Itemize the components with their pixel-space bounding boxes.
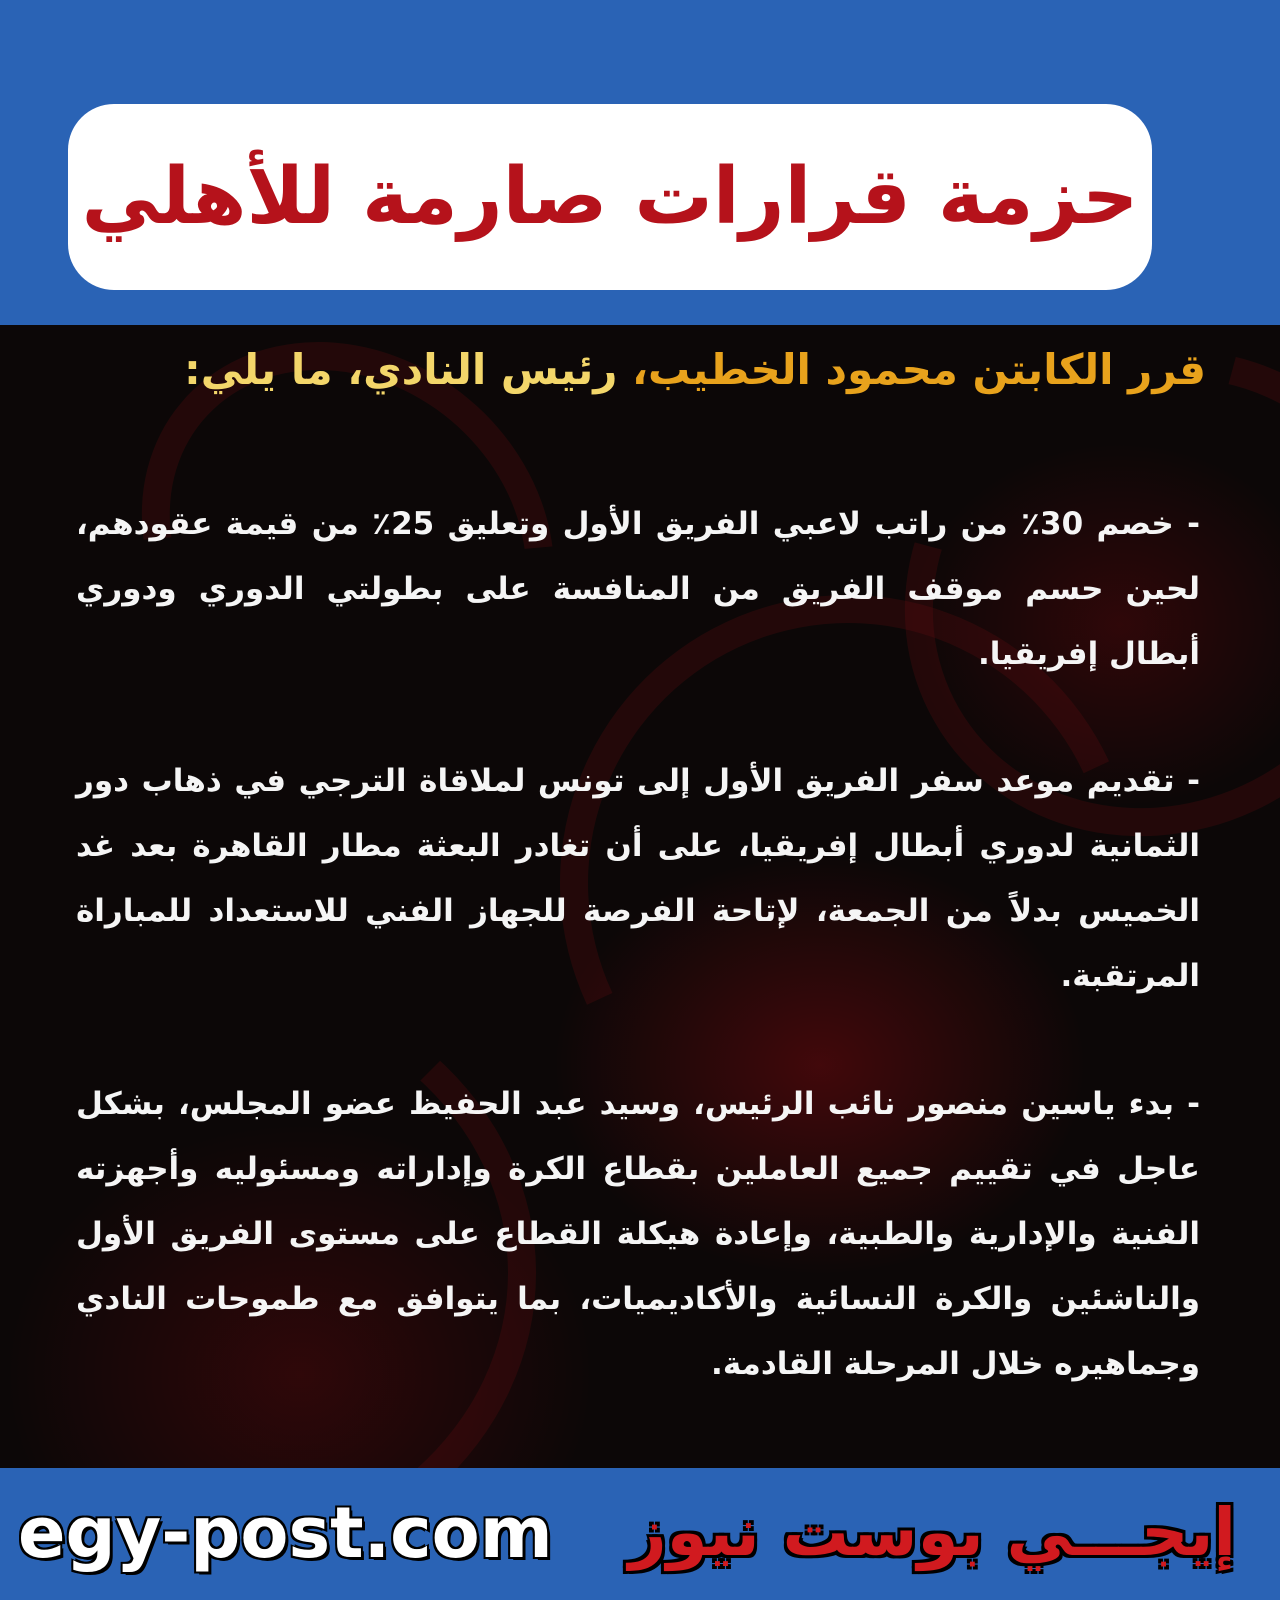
content-panel — [0, 325, 1280, 1468]
intro-rest: رئيس النادي، ما يلي: — [184, 345, 633, 394]
site-url: egy-post.com — [18, 1492, 553, 1574]
decision-paragraph-2: - تقديم موعد سفر الفريق الأول إلى تونس لملاقاة الترجي في ذهاب دور الثمانية لدوري أبطال إفريقيا، على أن تغادر البعثة مطار القاهرة بعد غد الخميس بدلاً من الجمعة، لإتاحة الفرصة للجهاز الفني للاستعداد للمباراة المرتقبة. — [76, 763, 1200, 994]
headline: حزمة قرارات صارمة للأهلي — [81, 152, 1139, 242]
decision-paragraph-1: - خصم 30٪ من راتب لاعبي الفريق الأول وتعليق 25٪ من قيمة عقودهم، لحين حسم موقف الفريق من المنافسة على بطولتي الدوري ودوري أبطال إفريقيا. — [76, 506, 1200, 672]
intro-line — [66, 335, 1206, 405]
header-band — [0, 0, 1280, 325]
footer-band — [0, 1468, 1280, 1600]
decision-paragraph-3: - بدء ياسين منصور نائب الرئيس، وسيد عبد الحفيظ عضو المجلس، بشكل عاجل في تقييم جميع العاملين بقطاع الكرة وإداراته ومسئوليه وأجهزته الفنية والإدارية والطبية، وإعادة هيكلة القطاع على مستوى الفريق الأول والناشئين والكرة النسائية والأكاديميات، بما يتوافق مع طموحات النادي وجماهيره خلال المرحلة القادمة. — [76, 1086, 1200, 1382]
intro-name: قرر الكابتن محمود الخطيب، — [632, 345, 1206, 394]
brand-name: إيجـــي بوست نيوز — [628, 1494, 1236, 1571]
headline-box — [68, 104, 1152, 290]
